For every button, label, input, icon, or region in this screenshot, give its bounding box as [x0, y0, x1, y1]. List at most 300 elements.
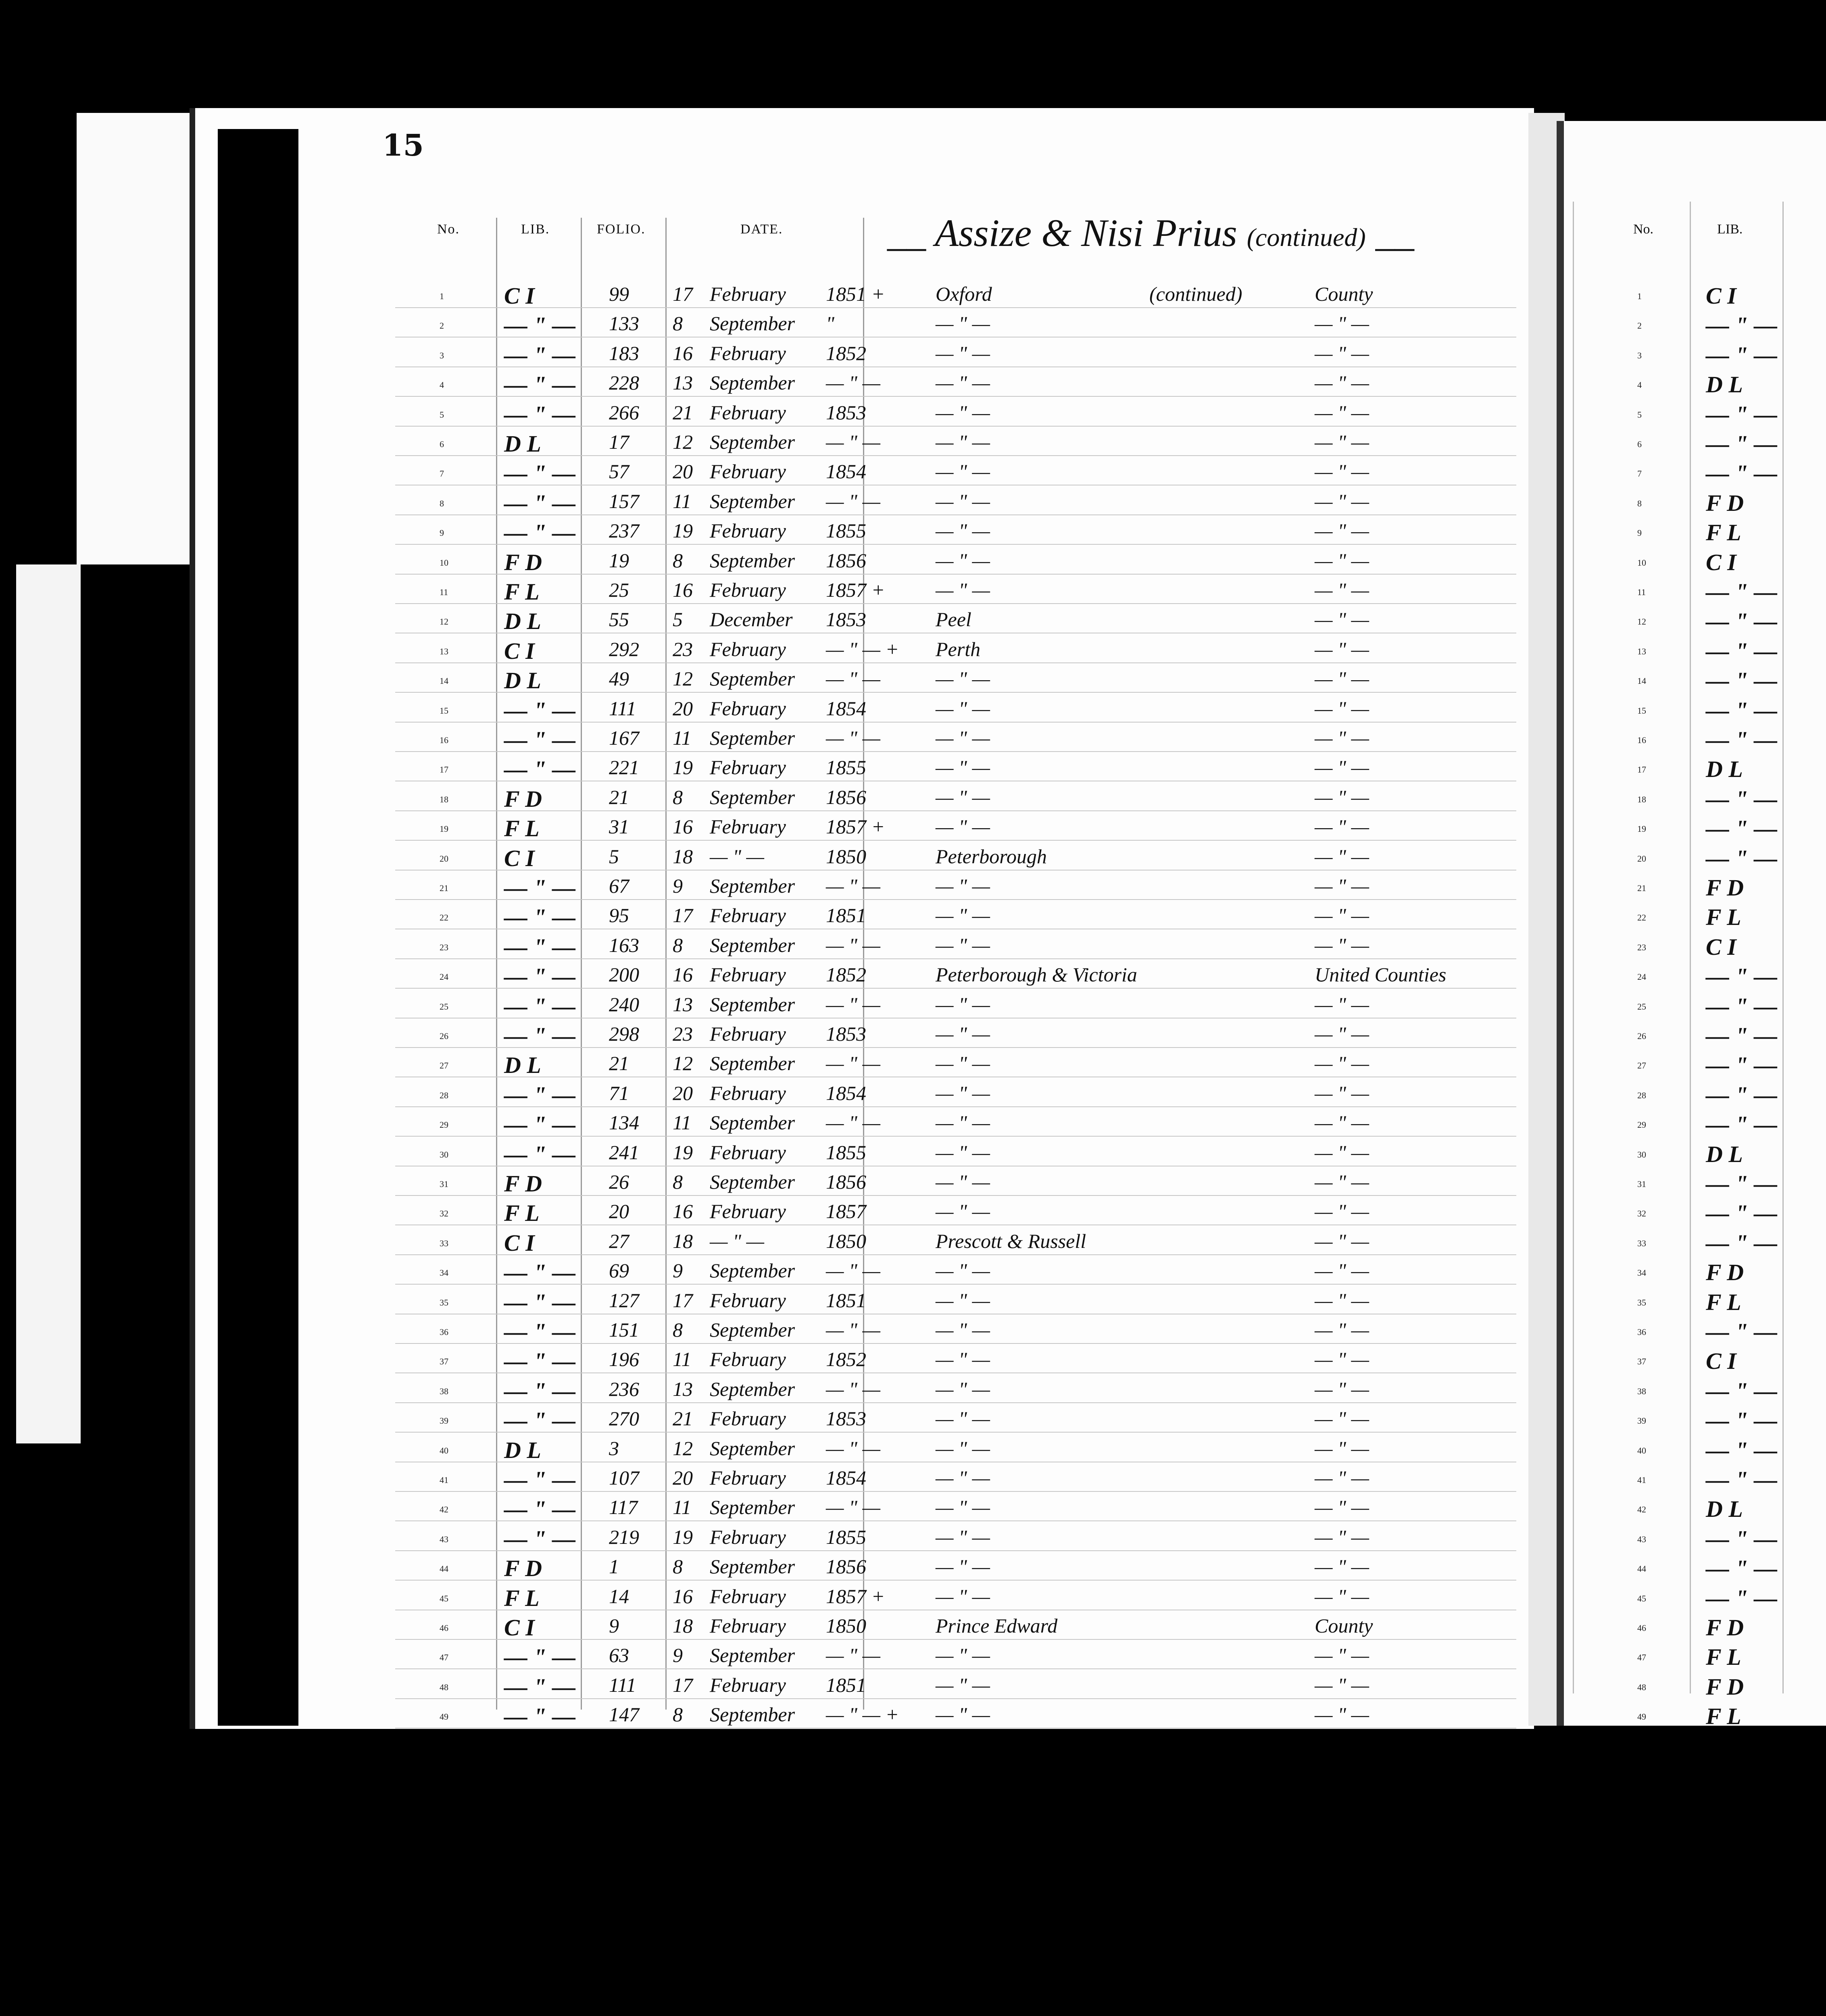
row-20-folio: 5: [609, 845, 619, 868]
row-34-year: — " —: [826, 1259, 880, 1282]
row-45-folio: 14: [609, 1585, 629, 1608]
row-14-year: — " —: [826, 667, 880, 690]
row-46-day: 18: [673, 1614, 693, 1637]
row-15-year: 1854: [826, 697, 866, 720]
right-row-34-lib: F D: [1706, 1259, 1744, 1286]
row-49-day: 8: [673, 1703, 683, 1726]
row-17-lib: — " —: [504, 756, 576, 783]
right-row-36-no: 36: [1637, 1327, 1646, 1337]
row-35-lib: — " —: [504, 1289, 576, 1315]
row-4-month: September: [710, 371, 795, 394]
right-row-2-lib: — " —: [1706, 312, 1778, 339]
row-9-no: 9: [440, 528, 444, 538]
row-44-no: 44: [440, 1564, 448, 1574]
row-3-folio: 183: [609, 342, 639, 364]
row-38-day: 13: [673, 1377, 693, 1400]
right-row-21-lib: F D: [1706, 875, 1744, 901]
row-6-county: — " —: [1315, 431, 1369, 453]
row-25-no: 25: [440, 1001, 448, 1012]
row-3-no: 3: [440, 350, 444, 360]
right-row-21-no: 21: [1637, 883, 1646, 893]
row-18-lib: F D: [504, 785, 542, 812]
row-13-day: 23: [673, 637, 693, 660]
row-40-month: September: [710, 1437, 795, 1460]
row-34-lib: — " —: [504, 1259, 576, 1286]
right-row-39-no: 39: [1637, 1416, 1646, 1426]
row-46-place: Prince Edward: [936, 1614, 1058, 1637]
right-row-4-no: 4: [1637, 380, 1642, 390]
ledger-page-right: [1557, 121, 1826, 1726]
row-15-month: February: [710, 697, 786, 720]
row-32-day: 16: [673, 1200, 693, 1223]
right-row-1-lib: C I: [1706, 283, 1736, 309]
row-22-place: — " —: [936, 904, 990, 927]
row-45-place: — " —: [936, 1585, 990, 1608]
row-19-county: — " —: [1315, 815, 1369, 838]
row-22-month: February: [710, 904, 786, 927]
row-14-day: 12: [673, 667, 693, 690]
row-45-day: 16: [673, 1585, 693, 1608]
row-41-county: — " —: [1315, 1466, 1369, 1489]
row-33-no: 33: [440, 1238, 448, 1248]
row-5-lib: — " —: [504, 401, 576, 427]
row-32-year: 1857: [826, 1200, 866, 1223]
row-21-day: 9: [673, 875, 683, 897]
row-12-folio: 55: [609, 608, 629, 631]
right-row-19-lib: — " —: [1706, 815, 1778, 842]
right-row-35-no: 35: [1637, 1297, 1646, 1308]
row-32-month: February: [710, 1200, 786, 1223]
row-13-lib: C I: [504, 637, 535, 664]
row-38-month: September: [710, 1377, 795, 1400]
row-22-day: 17: [673, 904, 693, 927]
row-46-lib: C I: [504, 1614, 535, 1641]
row-8-folio: 157: [609, 489, 639, 512]
row-17-month: February: [710, 756, 786, 779]
row-15-day: 20: [673, 697, 693, 720]
row-7-day: 20: [673, 460, 693, 483]
row-13-no: 13: [440, 646, 448, 656]
right-row-8-no: 8: [1637, 498, 1642, 508]
row-21-lib: — " —: [504, 875, 576, 901]
row-47-folio: 63: [609, 1644, 629, 1667]
row-39-no: 39: [440, 1416, 448, 1426]
row-1-year: 1851 +: [826, 283, 885, 305]
header-lib: LIB.: [521, 222, 550, 237]
row-3-county: — " —: [1315, 342, 1369, 364]
row-24-county: United Counties: [1315, 963, 1447, 986]
row-15-county: — " —: [1315, 697, 1369, 720]
row-3-lib: — " —: [504, 342, 576, 368]
right-row-12-no: 12: [1637, 616, 1646, 627]
right-row-36-lib: — " —: [1706, 1318, 1778, 1345]
row-35-day: 17: [673, 1289, 693, 1312]
row-40-county: — " —: [1315, 1437, 1369, 1460]
row-36-month: September: [710, 1318, 795, 1341]
row-40-place: — " —: [936, 1437, 990, 1460]
row-25-month: September: [710, 993, 795, 1016]
row-19-folio: 31: [609, 815, 629, 838]
row-10-folio: 19: [609, 549, 629, 572]
row-37-day: 11: [673, 1348, 692, 1371]
row-24-lib: — " —: [504, 963, 576, 990]
row-5-place: — " —: [936, 401, 990, 424]
col-rule: [1690, 202, 1691, 1693]
right-row-27-no: 27: [1637, 1060, 1646, 1071]
row-43-county: — " —: [1315, 1525, 1369, 1548]
row-28-place: — " —: [936, 1081, 990, 1104]
row-rule: [395, 603, 1516, 604]
row-11-day: 16: [673, 579, 693, 601]
row-18-month: September: [710, 785, 795, 808]
header-no: No.: [437, 222, 460, 237]
row-36-folio: 151: [609, 1318, 639, 1341]
row-42-county: — " —: [1315, 1496, 1369, 1519]
right-row-9-lib: F L: [1706, 519, 1741, 546]
row-22-county: — " —: [1315, 904, 1369, 927]
row-29-county: — " —: [1315, 1111, 1369, 1134]
row-5-county: — " —: [1315, 401, 1369, 424]
right-row-14-no: 14: [1637, 676, 1646, 686]
title-continued: (continued): [1247, 223, 1366, 252]
row-9-year: 1855: [826, 519, 866, 542]
row-20-lib: C I: [504, 845, 535, 871]
row-31-lib: F D: [504, 1170, 542, 1197]
row-41-folio: 107: [609, 1466, 639, 1489]
row-26-place: — " —: [936, 1023, 990, 1045]
row-12-lib: D L: [504, 608, 541, 635]
row-11-place: — " —: [936, 579, 990, 601]
right-row-4-lib: D L: [1706, 371, 1743, 398]
row-49-county: — " —: [1315, 1703, 1369, 1726]
row-12-month: December: [710, 608, 793, 631]
row-44-month: September: [710, 1555, 795, 1578]
row-12-day: 5: [673, 608, 683, 631]
row-42-year: — " —: [826, 1496, 880, 1519]
row-22-lib: — " —: [504, 904, 576, 931]
row-9-lib: — " —: [504, 519, 576, 546]
row-25-folio: 240: [609, 993, 639, 1016]
row-37-place: — " —: [936, 1348, 990, 1371]
row-32-folio: 20: [609, 1200, 629, 1223]
row-12-no: 12: [440, 616, 448, 627]
row-4-place: — " —: [936, 371, 990, 394]
row-6-day: 12: [673, 431, 693, 453]
row-23-month: September: [710, 933, 795, 956]
row-20-place: Peterborough: [936, 845, 1047, 868]
row-5-month: February: [710, 401, 786, 424]
title-text: Assize & Nisi Prius: [935, 211, 1237, 254]
row-27-no: 27: [440, 1060, 448, 1071]
right-row-32-no: 32: [1637, 1208, 1646, 1219]
row-28-no: 28: [440, 1090, 448, 1100]
row-34-month: September: [710, 1259, 795, 1282]
row-41-place: — " —: [936, 1466, 990, 1489]
row-27-county: — " —: [1315, 1052, 1369, 1075]
row-48-lib: — " —: [504, 1673, 576, 1700]
right-row-47-lib: F L: [1706, 1644, 1741, 1670]
row-13-folio: 292: [609, 637, 639, 660]
row-26-day: 23: [673, 1023, 693, 1045]
right-row-38-no: 38: [1637, 1386, 1646, 1396]
right-row-25-lib: — " —: [1706, 993, 1778, 1019]
row-35-year: 1851: [826, 1289, 866, 1312]
right-row-3-no: 3: [1637, 350, 1642, 360]
col-rule: [581, 218, 582, 1710]
row-37-folio: 196: [609, 1348, 639, 1371]
row-11-year: 1857 +: [826, 579, 885, 601]
row-19-no: 19: [440, 824, 448, 834]
row-20-day: 18: [673, 845, 693, 868]
row-8-place: — " —: [936, 489, 990, 512]
row-34-day: 9: [673, 1259, 683, 1282]
row-18-folio: 21: [609, 785, 629, 808]
right-header-no: No.: [1633, 222, 1654, 237]
row-23-day: 8: [673, 933, 683, 956]
row-13-place: Perth: [936, 637, 981, 660]
row-17-day: 19: [673, 756, 693, 779]
right-row-28-no: 28: [1637, 1090, 1646, 1100]
row-31-folio: 26: [609, 1170, 629, 1193]
row-30-county: — " —: [1315, 1141, 1369, 1164]
row-23-county: — " —: [1315, 933, 1369, 956]
row-40-year: — " —: [826, 1437, 880, 1460]
row-2-no: 2: [440, 321, 444, 331]
row-19-month: February: [710, 815, 786, 838]
right-row-22-no: 22: [1637, 912, 1646, 923]
row-27-place: — " —: [936, 1052, 990, 1075]
row-43-no: 43: [440, 1534, 448, 1544]
right-row-29-no: 29: [1637, 1120, 1646, 1130]
row-15-no: 15: [440, 705, 448, 716]
row-4-folio: 228: [609, 371, 639, 394]
right-row-49-lib: F L: [1706, 1703, 1741, 1730]
row-28-day: 20: [673, 1081, 693, 1104]
row-10-place: — " —: [936, 549, 990, 572]
row-11-folio: 25: [609, 579, 629, 601]
row-16-county: — " —: [1315, 727, 1369, 749]
row-25-place: — " —: [936, 993, 990, 1016]
row-29-no: 29: [440, 1120, 448, 1130]
right-row-45-lib: — " —: [1706, 1585, 1778, 1611]
row-34-county: — " —: [1315, 1259, 1369, 1282]
row-35-no: 35: [440, 1297, 448, 1308]
row-rule: [395, 662, 1516, 663]
right-row-31-lib: — " —: [1706, 1170, 1778, 1197]
right-row-30-no: 30: [1637, 1149, 1646, 1160]
row-8-month: September: [710, 489, 795, 512]
row-48-folio: 111: [609, 1673, 636, 1696]
row-45-county: — " —: [1315, 1585, 1369, 1608]
right-row-34-no: 34: [1637, 1268, 1646, 1278]
row-7-place: — " —: [936, 460, 990, 483]
row-16-lib: — " —: [504, 727, 576, 753]
row-9-folio: 237: [609, 519, 639, 542]
row-27-day: 12: [673, 1052, 693, 1075]
right-row-29-lib: — " —: [1706, 1111, 1778, 1138]
row-39-place: — " —: [936, 1407, 990, 1430]
right-row-23-lib: C I: [1706, 933, 1736, 960]
right-row-32-lib: — " —: [1706, 1200, 1778, 1227]
left-margin-strip: [16, 564, 81, 1443]
row-29-month: September: [710, 1111, 795, 1134]
row-31-no: 31: [440, 1179, 448, 1189]
row-24-month: February: [710, 963, 786, 986]
row-35-folio: 127: [609, 1289, 639, 1312]
row-24-folio: 200: [609, 963, 639, 986]
row-14-month: September: [710, 667, 795, 690]
row-26-lib: — " —: [504, 1023, 576, 1049]
right-row-23-no: 23: [1637, 942, 1646, 952]
row-6-place: — " —: [936, 431, 990, 453]
right-row-17-no: 17: [1637, 764, 1646, 775]
row-41-no: 41: [440, 1475, 448, 1485]
right-row-17-lib: D L: [1706, 756, 1743, 783]
row-46-month: February: [710, 1614, 786, 1637]
row-22-no: 22: [440, 912, 448, 923]
row-1-no: 1: [440, 291, 444, 301]
row-21-folio: 67: [609, 875, 629, 897]
right-row-13-no: 13: [1637, 646, 1646, 656]
row-17-folio: 221: [609, 756, 639, 779]
row-33-folio: 27: [609, 1229, 629, 1252]
row-24-day: 16: [673, 963, 693, 986]
row-4-lib: — " —: [504, 371, 576, 398]
row-16-folio: 167: [609, 727, 639, 749]
row-16-no: 16: [440, 735, 448, 745]
row-21-county: — " —: [1315, 875, 1369, 897]
row-1-lib: C I: [504, 283, 535, 309]
row-1-county: County: [1315, 283, 1373, 305]
right-row-30-lib: D L: [1706, 1141, 1743, 1167]
row-23-no: 23: [440, 942, 448, 952]
row-19-lib: F L: [504, 815, 540, 842]
row-28-county: — " —: [1315, 1081, 1369, 1104]
row-33-lib: C I: [504, 1229, 535, 1256]
row-30-no: 30: [440, 1149, 448, 1160]
right-row-2-no: 2: [1637, 321, 1642, 331]
row-45-year: 1857 +: [826, 1585, 885, 1608]
right-row-22-lib: F L: [1706, 904, 1741, 931]
right-row-16-no: 16: [1637, 735, 1646, 745]
row-18-year: 1856: [826, 785, 866, 808]
row-1-month: February: [710, 283, 786, 305]
right-row-18-no: 18: [1637, 794, 1646, 804]
row-44-day: 8: [673, 1555, 683, 1578]
right-row-27-lib: — " —: [1706, 1052, 1778, 1079]
row-10-year: 1856: [826, 549, 866, 572]
row-44-lib: F D: [504, 1555, 542, 1582]
right-row-24-no: 24: [1637, 972, 1646, 982]
row-8-no: 8: [440, 498, 444, 508]
right-row-44-lib: — " —: [1706, 1555, 1778, 1582]
row-24-no: 24: [440, 972, 448, 982]
row-47-place: — " —: [936, 1644, 990, 1667]
row-48-day: 17: [673, 1673, 693, 1696]
row-32-place: — " —: [936, 1200, 990, 1223]
right-row-14-lib: — " —: [1706, 667, 1778, 694]
row-38-folio: 236: [609, 1377, 639, 1400]
row-43-day: 19: [673, 1525, 693, 1548]
right-row-26-no: 26: [1637, 1031, 1646, 1041]
row-21-place: — " —: [936, 875, 990, 897]
right-row-25-no: 25: [1637, 1001, 1646, 1012]
row-5-year: 1853: [826, 401, 866, 424]
row-45-month: February: [710, 1585, 786, 1608]
right-row-11-lib: — " —: [1706, 579, 1778, 605]
row-46-year: 1850: [826, 1614, 866, 1637]
row-rule: [395, 307, 1516, 308]
right-row-18-lib: — " —: [1706, 785, 1778, 812]
row-42-folio: 117: [609, 1496, 638, 1519]
row-14-folio: 49: [609, 667, 629, 690]
row-39-county: — " —: [1315, 1407, 1369, 1430]
row-8-lib: — " —: [504, 489, 576, 516]
right-row-42-no: 42: [1637, 1504, 1646, 1515]
row-39-month: February: [710, 1407, 786, 1430]
row-rule: [395, 1580, 1516, 1581]
row-22-year: 1851: [826, 904, 866, 927]
row-30-year: 1855: [826, 1141, 866, 1164]
row-40-folio: 3: [609, 1437, 619, 1460]
row-44-county: — " —: [1315, 1555, 1369, 1578]
right-row-44-no: 44: [1637, 1564, 1646, 1574]
row-22-folio: 95: [609, 904, 629, 927]
row-45-no: 45: [440, 1593, 448, 1604]
row-11-lib: F L: [504, 579, 540, 605]
right-row-49-no: 49: [1637, 1712, 1646, 1722]
row-19-place: — " —: [936, 815, 990, 838]
right-row-46-no: 46: [1637, 1623, 1646, 1633]
row-36-no: 36: [440, 1327, 448, 1337]
row-33-year: 1850: [826, 1229, 866, 1252]
right-row-11-no: 11: [1637, 587, 1646, 597]
row-38-year: — " —: [826, 1377, 880, 1400]
row-rule: [395, 574, 1516, 575]
row-37-county: — " —: [1315, 1348, 1369, 1371]
row-24-place: Peterborough & Victoria: [936, 963, 1137, 986]
row-43-year: 1855: [826, 1525, 866, 1548]
row-39-day: 21: [673, 1407, 693, 1430]
row-30-month: February: [710, 1141, 786, 1164]
row-16-year: — " —: [826, 727, 880, 749]
row-6-folio: 17: [609, 431, 629, 453]
row-47-no: 47: [440, 1652, 448, 1663]
row-44-year: 1856: [826, 1555, 866, 1578]
row-29-place: — " —: [936, 1111, 990, 1134]
header-date: DATE.: [740, 222, 783, 237]
right-row-45-no: 45: [1637, 1593, 1646, 1604]
right-row-31-no: 31: [1637, 1179, 1646, 1189]
header-folio: FOLIO.: [597, 222, 646, 237]
row-18-day: 8: [673, 785, 683, 808]
row-31-county: — " —: [1315, 1170, 1369, 1193]
right-row-20-no: 20: [1637, 853, 1646, 864]
row-34-folio: 69: [609, 1259, 629, 1282]
row-28-folio: 71: [609, 1081, 629, 1104]
row-2-month: September: [710, 312, 795, 335]
row-18-county: — " —: [1315, 785, 1369, 808]
right-row-15-lib: — " —: [1706, 697, 1778, 723]
row-8-year: — " —: [826, 489, 880, 512]
row-37-month: February: [710, 1348, 786, 1371]
row-42-place: — " —: [936, 1496, 990, 1519]
row-3-day: 16: [673, 342, 693, 364]
row-43-lib: — " —: [504, 1525, 576, 1552]
row-7-no: 7: [440, 469, 444, 479]
row-18-no: 18: [440, 794, 448, 804]
row-5-day: 21: [673, 401, 693, 424]
